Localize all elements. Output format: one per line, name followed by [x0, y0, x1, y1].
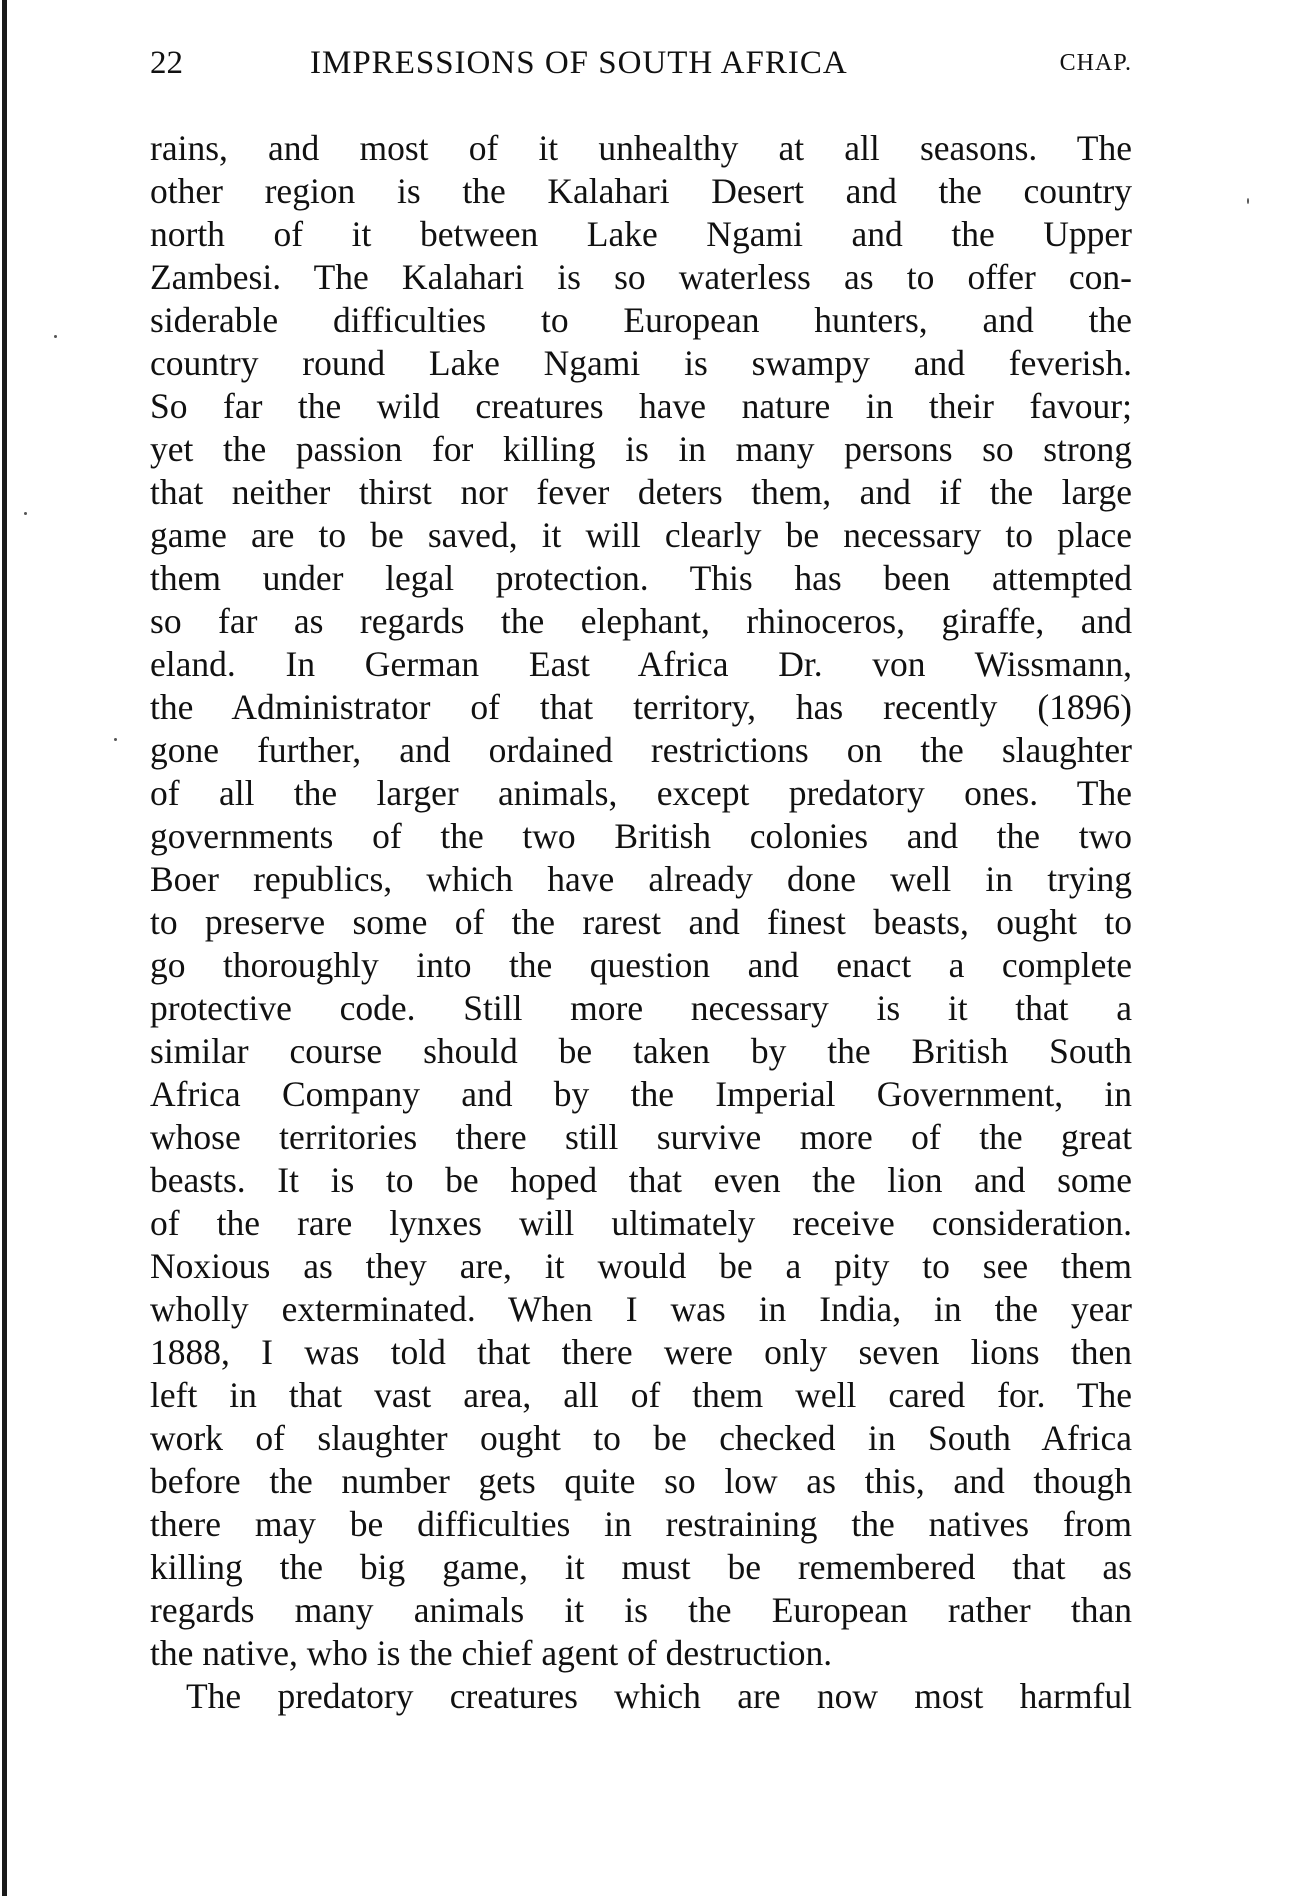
- text-line: work of slaughter ought to be checked in South Africa: [150, 1418, 1132, 1458]
- text-line: other region is the Kalahari Desert and the country: [150, 171, 1132, 211]
- text-line: country round Lake Ngami is swampy and feverish.: [150, 343, 1132, 383]
- text-line: of all the larger animals, except predatory ones. The: [150, 773, 1132, 813]
- text-line: wholly exterminated. When I was in India, in the year: [150, 1289, 1132, 1329]
- text-line: eland. In German East Africa Dr. von Wissmann,: [150, 644, 1132, 684]
- text-line: governments of the two British colonies and the two: [150, 816, 1132, 856]
- text-line: so far as regards the elephant, rhinoceros, giraffe, and: [150, 601, 1132, 641]
- text-line: regards many animals it is the European rather than: [150, 1590, 1132, 1630]
- text-line: Zambesi. The Kalahari is so waterless as to offer con-: [150, 257, 1132, 297]
- text-line: them under legal protection. This has been attempted: [150, 558, 1132, 598]
- page-binding-edge: [2, 0, 7, 1896]
- body-text: [150, 127, 1132, 1718]
- chapter-label: CHAP.: [1059, 50, 1132, 76]
- text-line: similar course should be taken by the British South: [150, 1031, 1132, 1071]
- text-line: gone further, and ordained restrictions on the slaughter: [150, 730, 1132, 770]
- scan-speck: [114, 738, 117, 741]
- text-line: Boer republics, which have already done well in trying: [150, 859, 1132, 899]
- book-title: IMPRESSIONS OF SOUTH AFRICA: [310, 45, 848, 81]
- scan-speck: [54, 335, 57, 338]
- text-line: killing the big game, it must be remembered that as: [150, 1547, 1132, 1587]
- text-line: of the rare lynxes will ultimately receive consideration.: [150, 1203, 1132, 1243]
- text-line: siderable difficulties to European hunters, and the: [150, 300, 1132, 340]
- scan-speck: [1247, 198, 1249, 204]
- text-line: protective code. Still more necessary is it that a: [150, 988, 1132, 1028]
- text-line: Africa Company and by the Imperial Government, in: [150, 1074, 1132, 1114]
- text-line: before the number gets quite so low as this, and though: [150, 1461, 1132, 1501]
- text-line: beasts. It is to be hoped that even the lion and some: [150, 1160, 1132, 1200]
- text-line: So far the wild creatures have nature in their favour;: [150, 386, 1132, 426]
- text-line: there may be difficulties in restraining the natives from: [150, 1504, 1132, 1544]
- text-line: north of it between Lake Ngami and the Upper: [150, 214, 1132, 254]
- text-line: rains, and most of it unhealthy at all seasons. The: [150, 128, 1132, 168]
- paragraph-start-line: The predatory creatures which are now most harmful: [186, 1676, 1132, 1716]
- text-line: go thoroughly into the question and enact a complete: [150, 945, 1132, 985]
- text-line: Noxious as they are, it would be a pity to see them: [150, 1246, 1132, 1286]
- page-number: 22: [150, 45, 183, 81]
- text-line: whose territories there still survive more of the great: [150, 1117, 1132, 1157]
- running-header: [150, 38, 1132, 88]
- scan-speck: [24, 512, 27, 515]
- text-line: left in that vast area, all of them well cared for. The: [150, 1375, 1132, 1415]
- paragraph-end-line: the native, who is the chief agent of destruction.: [150, 1633, 833, 1673]
- text-line: the Administrator of that territory, has recently (1896): [150, 687, 1132, 727]
- text-line: that neither thirst nor fever deters them, and if the large: [150, 472, 1132, 512]
- text-line: game are to be saved, it will clearly be necessary to place: [150, 515, 1132, 555]
- text-line: to preserve some of the rarest and finest beasts, ought to: [150, 902, 1132, 942]
- text-line: 1888, I was told that there were only seven lions then: [150, 1332, 1132, 1372]
- text-line: yet the passion for killing is in many persons so strong: [150, 429, 1132, 469]
